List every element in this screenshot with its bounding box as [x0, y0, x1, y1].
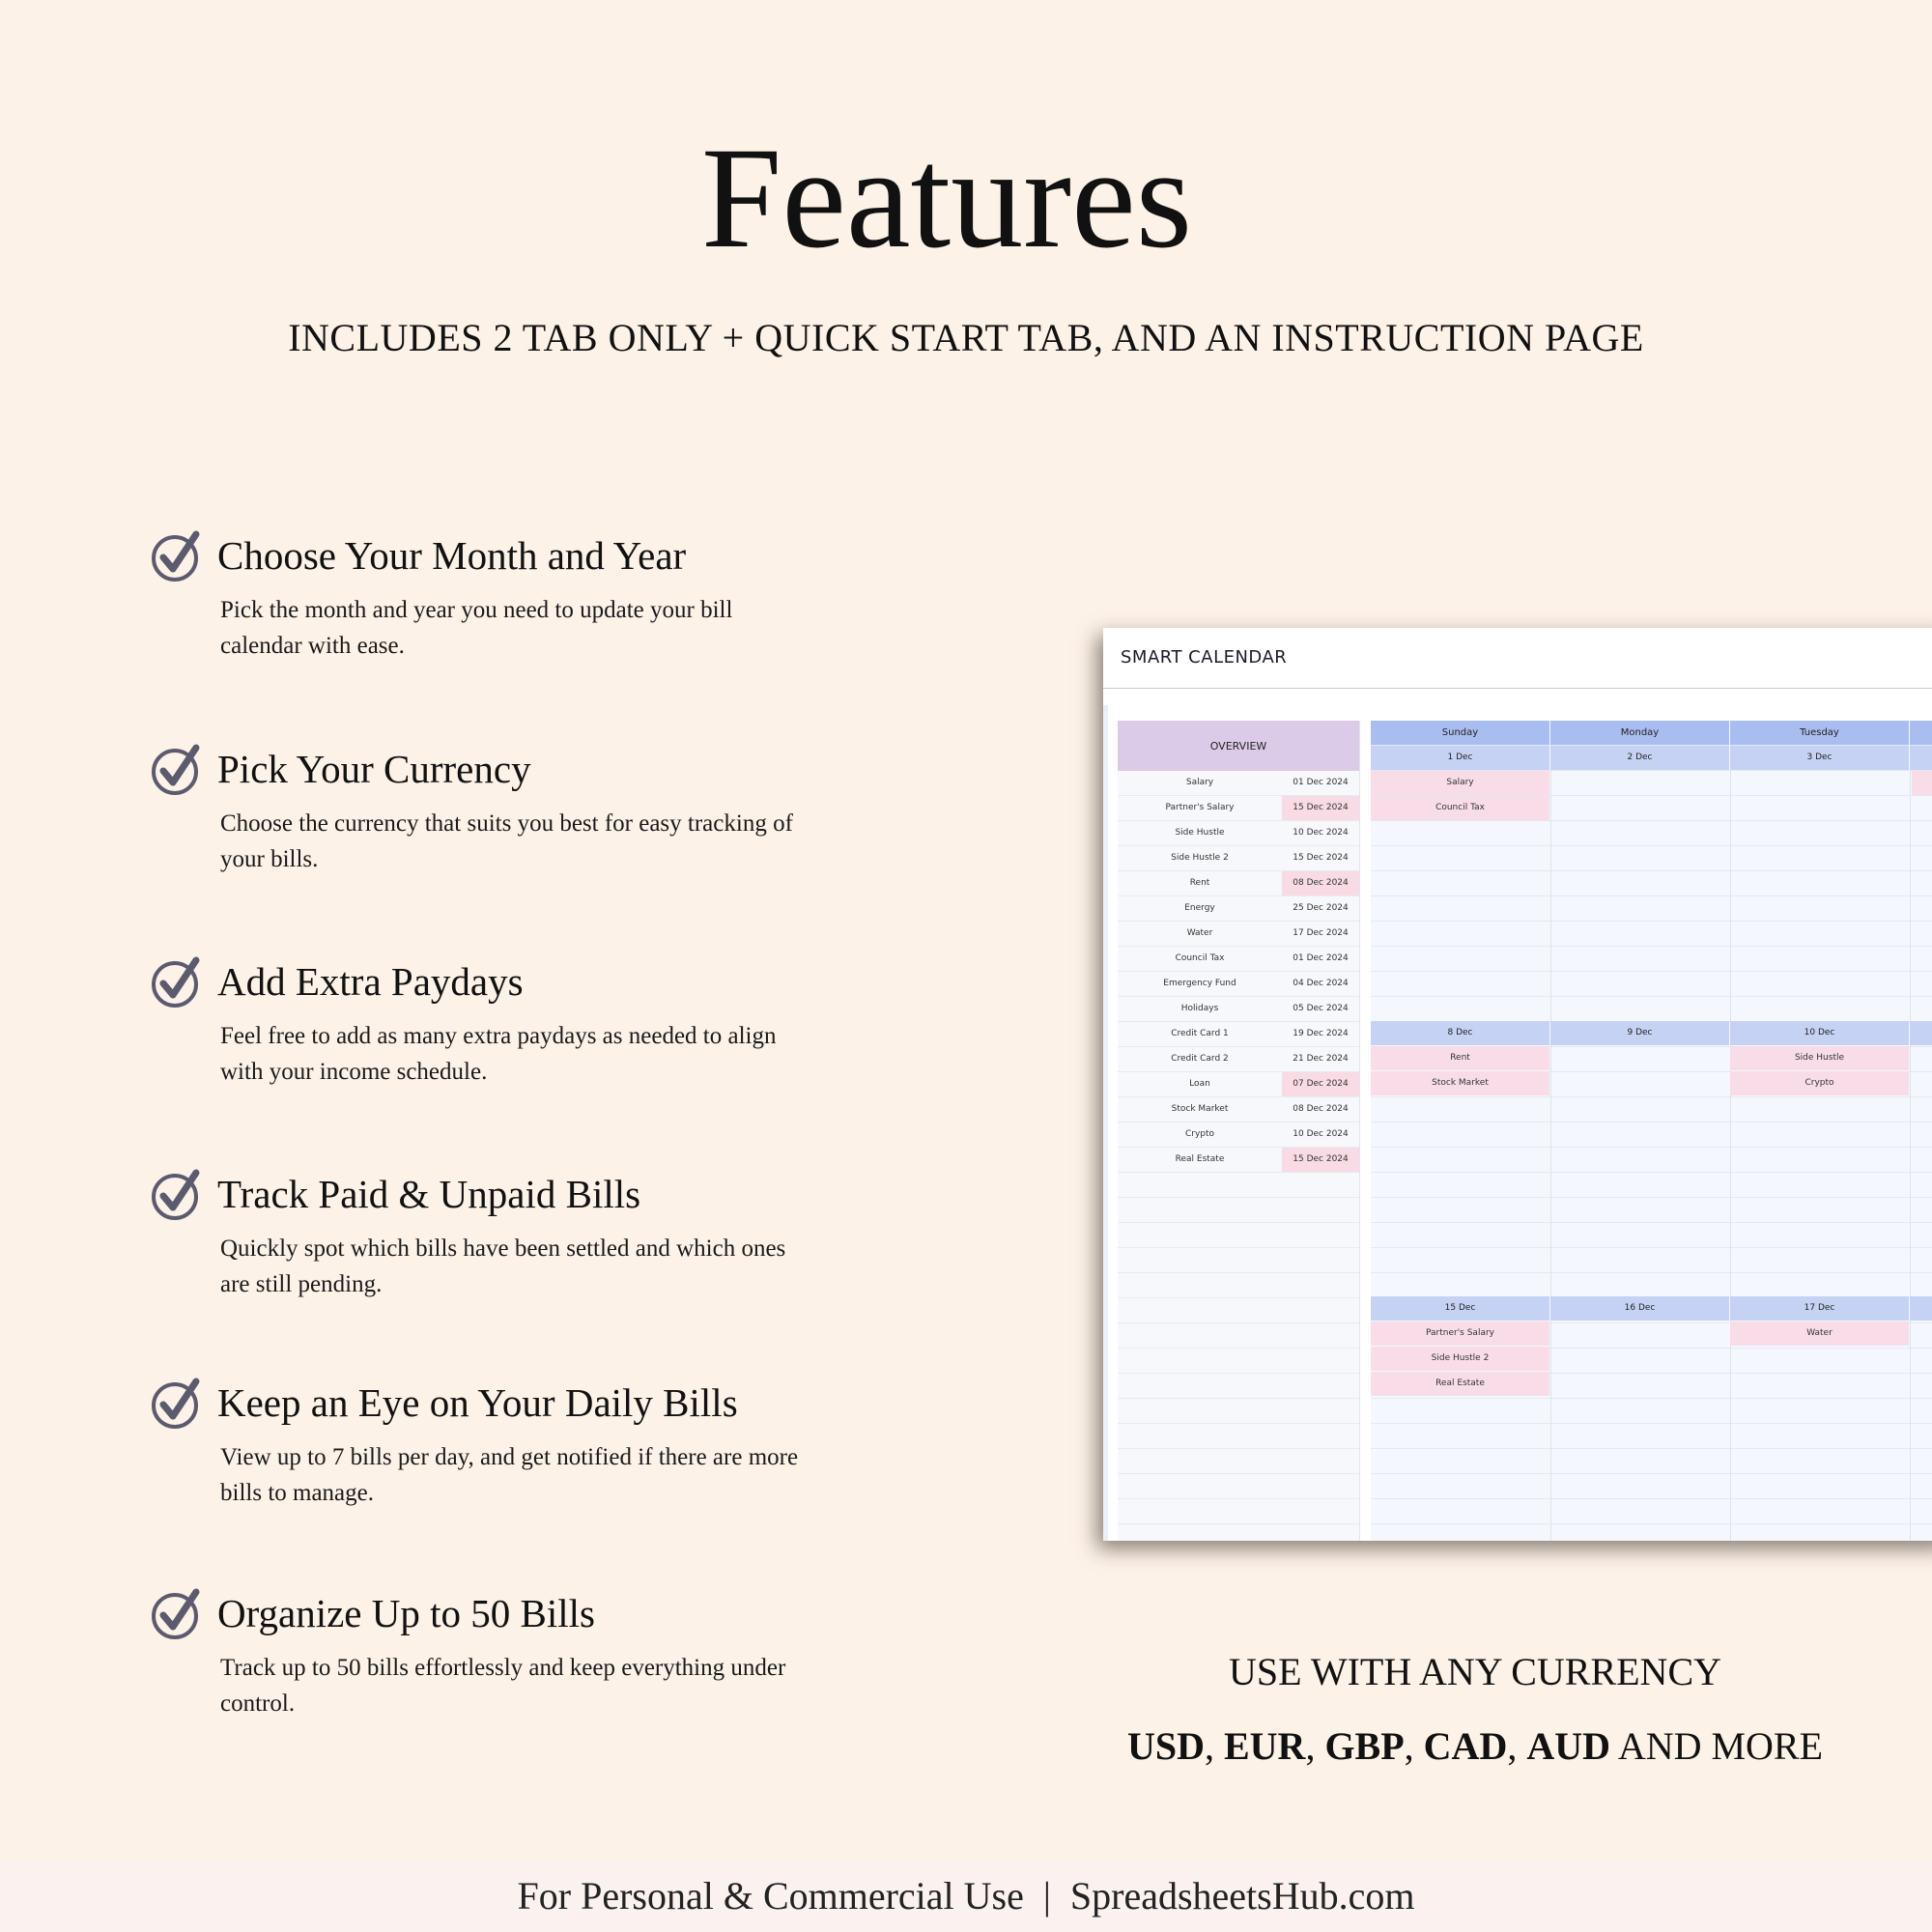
bill-name: Credit Card 2 — [1171, 1054, 1229, 1064]
currency-code: AUD — [1526, 1724, 1611, 1768]
overview-empty-row — [1118, 1223, 1359, 1248]
currency-heading: USE WITH ANY CURRENCY — [1228, 1650, 1722, 1693]
calendar-event: Side Hustle — [1730, 1046, 1909, 1070]
overview-empty-row — [1118, 1424, 1359, 1449]
overview-empty-row — [1118, 1349, 1359, 1374]
overview-row — [1118, 771, 1359, 796]
feature-description: Pick the month and year you need to update your bill calendar with ease. — [220, 597, 733, 659]
overview-row — [1118, 1097, 1359, 1122]
page-title: Features — [700, 118, 1193, 278]
date-cell: 8 Dec — [1371, 1021, 1549, 1045]
date-cell: 2 Dec — [1550, 746, 1729, 770]
bill-date: 25 Dec 2024 — [1293, 903, 1349, 913]
bill-date: 04 Dec 2024 — [1293, 979, 1349, 988]
overview-row — [1118, 972, 1359, 997]
bill-name: Credit Card 1 — [1171, 1029, 1229, 1038]
checkmark-icon — [150, 954, 204, 1009]
grid-line — [1371, 1398, 1932, 1399]
overview-empty-row — [1118, 1298, 1359, 1323]
day-header: Tuesday — [1730, 721, 1909, 745]
calendar-event: Council Tax — [1371, 796, 1549, 820]
calendar-event-partial — [1912, 771, 1932, 795]
grid-line — [1371, 1272, 1932, 1273]
bill-name: Real Estate — [1175, 1154, 1225, 1164]
grid-column-line — [1730, 721, 1731, 1541]
overview-row — [1118, 821, 1359, 846]
currency-separator: , — [1204, 1724, 1214, 1768]
currency-list — [1103, 1721, 1847, 1772]
overview-empty-row — [1118, 1273, 1359, 1298]
bill-name: Crypto — [1184, 1129, 1215, 1139]
overview-empty-row — [1118, 1198, 1359, 1223]
grid-line — [1371, 820, 1932, 821]
feature-description: Track up to 50 bills effortlessly and keep everything under control. — [220, 1655, 786, 1717]
grid-line — [1371, 996, 1932, 997]
bill-name: Stock Market — [1171, 1104, 1229, 1114]
calendar-event: Side Hustle 2 — [1371, 1347, 1549, 1371]
grid-line — [1371, 1222, 1932, 1223]
calendar-event: Salary — [1371, 771, 1549, 795]
grid-line — [1371, 1498, 1932, 1499]
bill-date: 15 Dec 2024 — [1282, 796, 1359, 820]
date-cell: 9 Dec — [1550, 1021, 1729, 1045]
grid-line — [1371, 1247, 1932, 1248]
checkmark-icon — [150, 742, 204, 796]
checkmark-icon — [150, 1167, 204, 1221]
overview-empty-row — [1118, 1173, 1359, 1198]
grid-line — [1371, 1473, 1932, 1474]
bill-name: Holidays — [1180, 1004, 1219, 1013]
bill-name: Energy — [1184, 903, 1215, 913]
sheet-divider — [1103, 688, 1932, 689]
date-cell-partial — [1910, 1021, 1932, 1045]
bill-date: 05 Dec 2024 — [1293, 1004, 1349, 1013]
feature-title: Choose Your Month and Year — [217, 533, 687, 578]
date-cell: 3 Dec — [1730, 746, 1909, 770]
bill-name: Rent — [1189, 878, 1210, 888]
bill-date: 01 Dec 2024 — [1293, 953, 1349, 963]
day-header-partial — [1910, 721, 1932, 745]
overview-empty-row — [1118, 1449, 1359, 1474]
footer-text: For Personal & Commercial Use | SpreadsheetsHub.com — [517, 1874, 1415, 1918]
date-cell-partial — [1910, 1296, 1932, 1321]
calendar-event: Stock Market — [1371, 1071, 1549, 1095]
bill-date: 08 Dec 2024 — [1293, 1104, 1349, 1114]
calendar-event: Rent — [1371, 1046, 1549, 1070]
overview-row — [1118, 997, 1359, 1022]
bill-name: Side Hustle 2 — [1171, 853, 1229, 863]
grid-line — [1371, 870, 1932, 871]
date-cell: 15 Dec — [1371, 1296, 1549, 1321]
feature-description: View up to 7 bills per day, and get notified if there are more bills to manage. — [220, 1444, 799, 1506]
feature-description: Quickly spot which bills have been settled and which ones are still pending. — [220, 1236, 786, 1297]
currency-separator: , — [1404, 1724, 1414, 1768]
grid-line — [1371, 971, 1932, 972]
bill-date: 08 Dec 2024 — [1282, 871, 1359, 895]
currency-code: GBP — [1324, 1724, 1405, 1768]
sheet-left-strip — [1103, 705, 1108, 1541]
overview-row — [1118, 922, 1359, 947]
footer — [0, 1860, 1932, 1932]
overview-row — [1118, 796, 1359, 821]
overview-panel — [1118, 721, 1360, 1541]
currency-code: EUR — [1223, 1724, 1306, 1768]
date-cell: 17 Dec — [1730, 1296, 1909, 1321]
calendar-event: Partner's Salary — [1371, 1321, 1549, 1346]
date-cell-partial — [1910, 746, 1932, 770]
currency-separator: , — [1507, 1724, 1518, 1768]
feature-title: Keep an Eye on Your Daily Bills — [217, 1380, 738, 1425]
grid-line — [1371, 1172, 1932, 1173]
calendar-grid — [1371, 721, 1932, 1541]
overview-header: OVERVIEW — [1118, 721, 1359, 771]
overview-row — [1118, 947, 1359, 972]
bill-date: 10 Dec 2024 — [1293, 828, 1349, 838]
spreadsheet-preview — [1103, 628, 1932, 1541]
feature-title: Organize Up to 50 Bills — [217, 1591, 595, 1635]
currency-code: USD — [1126, 1724, 1205, 1768]
grid-line — [1371, 1096, 1932, 1097]
page-subtitle: INCLUDES 2 TAB ONLY + QUICK START TAB, AND AN INSTRUCTION PAGE — [288, 316, 1644, 359]
checkmark-icon — [150, 1586, 204, 1640]
bill-name: Salary — [1185, 778, 1214, 787]
calendar-event: Real Estate — [1371, 1372, 1549, 1396]
currency-separator: , — [1305, 1724, 1316, 1768]
bill-name: Emergency Fund — [1163, 979, 1236, 988]
grid-column-line — [1910, 721, 1911, 1541]
bill-date: 21 Dec 2024 — [1293, 1054, 1349, 1064]
day-header: Sunday — [1371, 721, 1549, 745]
checkmark-icon — [150, 528, 204, 582]
feature-title: Track Paid & Unpaid Bills — [217, 1172, 641, 1216]
overview-row — [1118, 1072, 1359, 1097]
overview-row — [1118, 1022, 1359, 1047]
bill-date: 01 Dec 2024 — [1293, 778, 1349, 787]
bill-name: Council Tax — [1175, 953, 1225, 963]
bill-date: 19 Dec 2024 — [1293, 1029, 1349, 1038]
grid-line — [1371, 1448, 1932, 1449]
overview-empty-row — [1118, 1248, 1359, 1273]
overview-empty-row — [1118, 1323, 1359, 1349]
grid-line — [1371, 921, 1932, 922]
grid-line — [1371, 1523, 1932, 1524]
overview-empty-row — [1118, 1524, 1359, 1541]
grid-line — [1371, 1147, 1932, 1148]
bill-name: Side Hustle — [1175, 828, 1225, 838]
overview-row — [1118, 1148, 1359, 1173]
checkmark-icon — [150, 1376, 204, 1430]
calendar-event: Crypto — [1730, 1071, 1909, 1095]
date-cell: 16 Dec — [1550, 1296, 1729, 1321]
bill-date: 17 Dec 2024 — [1293, 928, 1349, 938]
currency-code: CAD — [1423, 1724, 1508, 1768]
overview-empty-row — [1118, 1399, 1359, 1424]
bill-name: Partner's Salary — [1165, 803, 1235, 812]
grid-column-line — [1550, 721, 1551, 1541]
overview-row — [1118, 846, 1359, 871]
grid-line — [1371, 1197, 1932, 1198]
grid-line — [1371, 1423, 1932, 1424]
grid-line — [1371, 895, 1932, 896]
date-cell: 1 Dec — [1371, 746, 1549, 770]
overview-empty-row — [1118, 1499, 1359, 1524]
overview-row — [1118, 1122, 1359, 1148]
bill-name: Water — [1186, 928, 1213, 938]
bill-date: 10 Dec 2024 — [1293, 1129, 1349, 1139]
feature-description: Feel free to add as many extra paydays as needed to align with your income schedule. — [220, 1023, 777, 1085]
overview-empty-row — [1118, 1474, 1359, 1499]
overview-row — [1118, 1047, 1359, 1072]
calendar-event: Water — [1730, 1321, 1909, 1346]
feature-title: Add Extra Paydays — [217, 959, 524, 1004]
date-cell: 10 Dec — [1730, 1021, 1909, 1045]
bill-date: 15 Dec 2024 — [1293, 853, 1349, 863]
bill-date: 15 Dec 2024 — [1282, 1148, 1359, 1172]
bill-name: Loan — [1189, 1079, 1210, 1089]
day-header: Monday — [1550, 721, 1729, 745]
overview-row — [1118, 871, 1359, 896]
sheet-title: SMART CALENDAR — [1121, 647, 1288, 668]
overview-empty-row — [1118, 1374, 1359, 1399]
currency-suffix: AND MORE — [1617, 1724, 1824, 1768]
grid-line — [1371, 845, 1932, 846]
feature-description: Choose the currency that suits you best for easy tracking of your bills. — [220, 810, 793, 872]
grid-line — [1371, 946, 1932, 947]
feature-title: Pick Your Currency — [217, 747, 531, 791]
bill-date: 07 Dec 2024 — [1282, 1072, 1359, 1096]
overview-row — [1118, 896, 1359, 922]
